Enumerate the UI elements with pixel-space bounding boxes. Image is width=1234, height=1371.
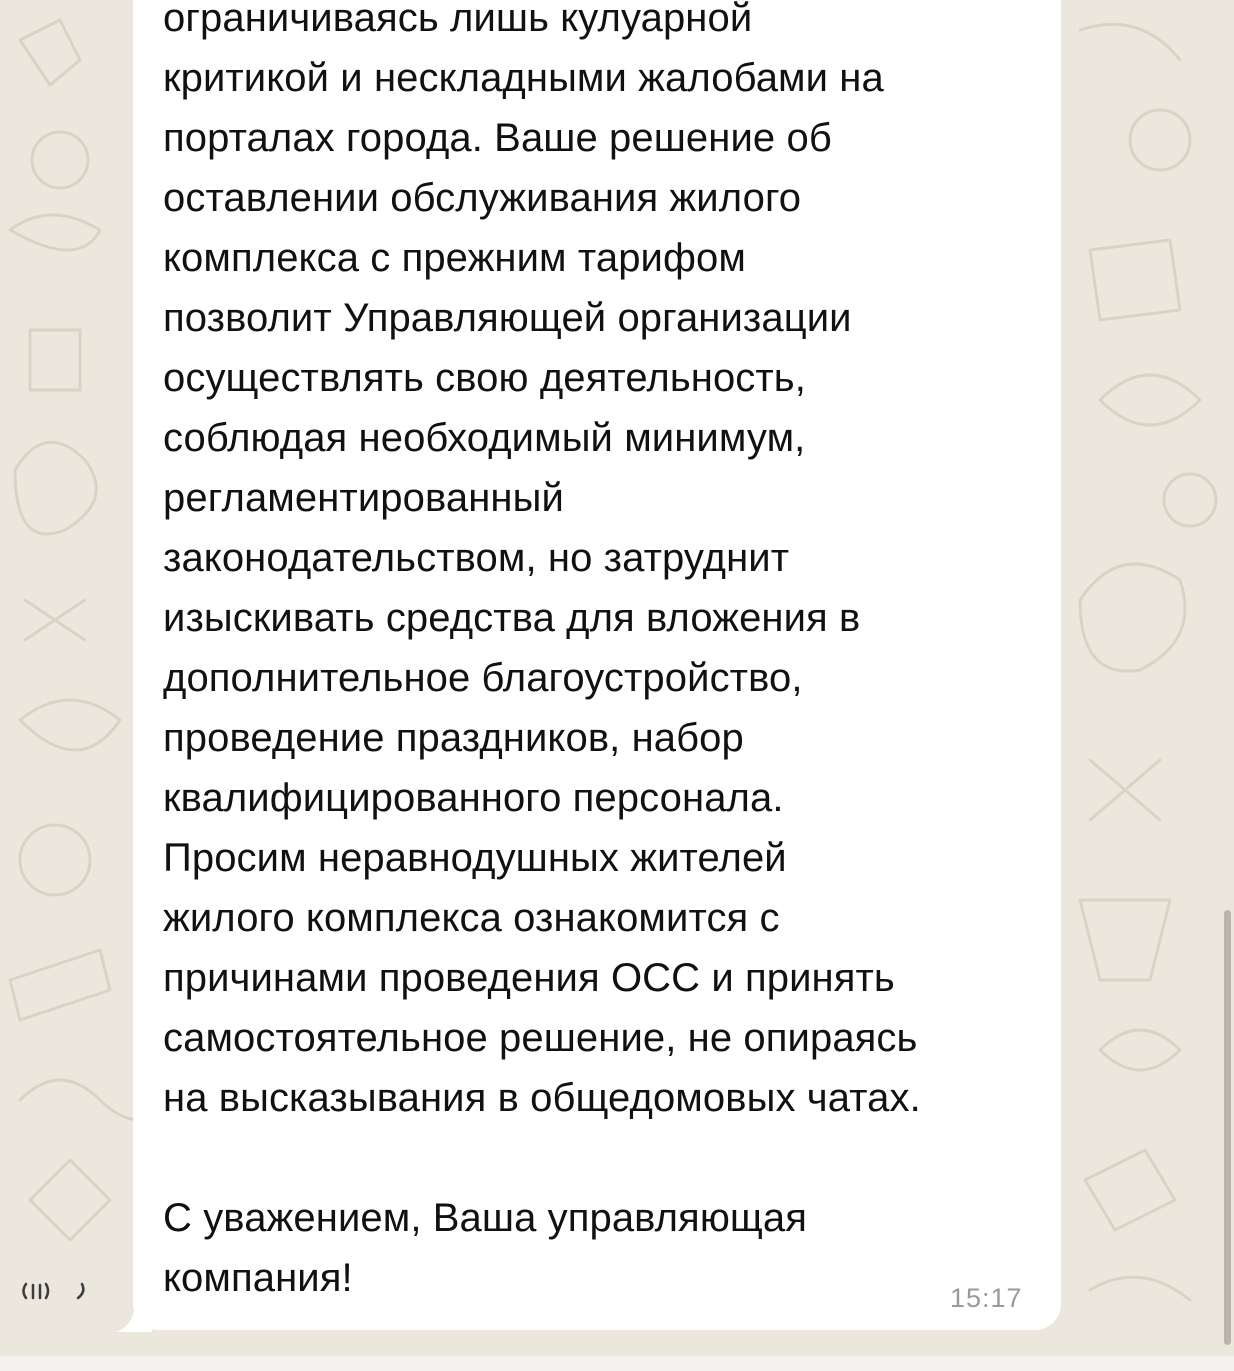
message-text: ограничиваясь лишь кулуарной критикой и нескладными жалобами на порталах города. Ваше решение об оставлении обслуживания жилого комплекса с прежним тарифом позволит Управляющей организации осуществлять свою деятельность, соблюдая необходимый минимум, регламентированный законодательством, но затруднит изыскивать средства для вложения в дополнительное благоустройство, проведение праздников, набор квалифицированного персонала. Просим неравнодушных жителей жилого комплекса ознакомится с причинами проведения ОСС и принять самостоятельное решение, не опираясь на высказывания в общедомовых чатах. С уважением, Ваша управляющая компания! bbox=[163, 0, 921, 1300]
bubble-tail-icon bbox=[112, 1300, 152, 1332]
message-timestamp: 15:17 bbox=[950, 1283, 1023, 1313]
scrollbar-thumb[interactable] bbox=[1224, 910, 1231, 1345]
bottom-bar bbox=[0, 1356, 1234, 1371]
partial-sticker-icon bbox=[20, 1280, 100, 1302]
